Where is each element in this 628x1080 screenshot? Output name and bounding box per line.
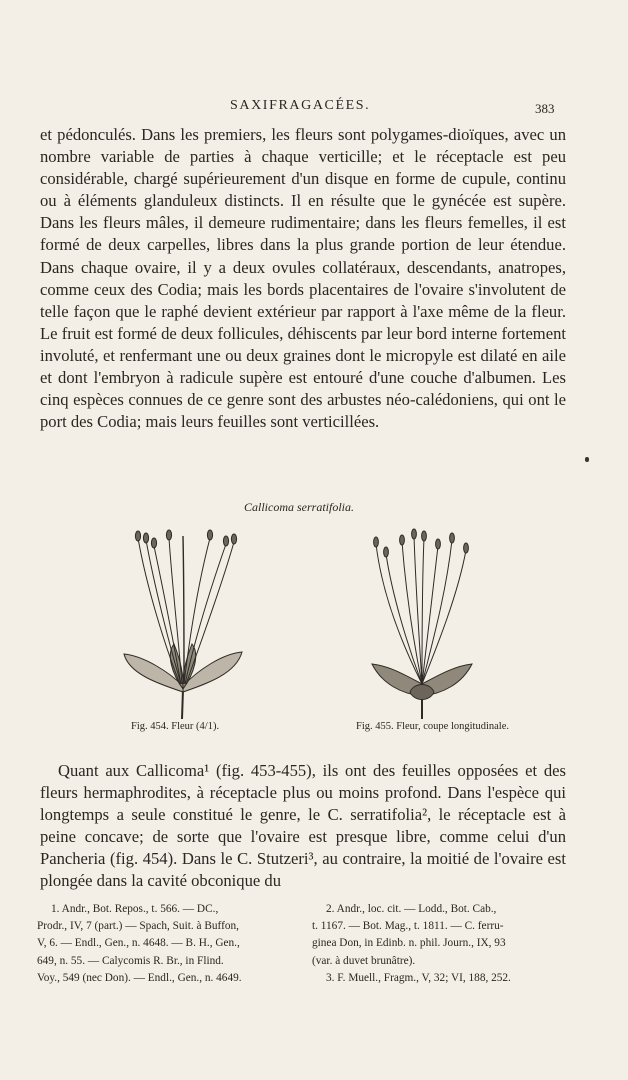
running-head: SAXIFRAGACÉES.	[230, 98, 371, 113]
paragraph-text: et pédonculés. Dans les premiers, les fleurs sont polygames-dioïques, avec un nombre variable de parties à chaque verticille; et le réceptacle est peu considérable, chargé supérieurement d'un disque en forme de cupule, continu ou à éléments glanduleux distincts. Il en résulte que le gynécée est supère. Dans les fleurs mâles, il demeure rudimentaire; dans les fleurs femelles, il est formé de deux carpelles, libres dans la plus grande portion de leur étendue. Dans chaque ovaire, il y a deux ovules collatéraux, descendants, anatropes, comme ceux des Codia; mais les bords placentaires de l'ovaire s'involutent de telle façon que le raphé devient extérieur par rapport à l'axe même de la fleur. Le fruit est formé de deux follicules, déhiscents par leur bord interne fortement involuté, et renfermant une ou deux graines dont le micropyle est dilaté en aile et dont l'embryon à radicule supère est entouré d'une couche d'albumen. Les cinq espèces connues de ce genre sont des arbustes néo-calédoniens, qui ont le port des Codia; mais leurs feuilles sont verticillées.	[40, 125, 566, 432]
footnote-line: Prodr., IV, 7 (part.) — Spach, Suit. à Buffon,	[37, 920, 239, 933]
footnote-line: t. 1167. — Bot. Mag., t. 1811. — C. ferru-	[312, 920, 504, 933]
figure-caption-455: Fig. 455. Fleur, coupe longitudinale.	[356, 721, 509, 732]
body-paragraph-2	[40, 760, 566, 893]
footnote-line: V, 6. — Endl., Gen., n. 4648. — B. H., Gen.,	[37, 937, 240, 950]
body-paragraph-1	[40, 124, 566, 433]
footnotes-left-column	[37, 901, 294, 987]
footnote-line: ginea Don, in Edinb. n. phil. Journ., IX, 93	[312, 937, 506, 950]
footnotes-right-column	[312, 901, 568, 987]
flower-illustration-fig-454	[114, 524, 254, 719]
figure-caption-454: Fig. 454. Fleur (4/1).	[131, 721, 220, 732]
page-number: 383	[535, 101, 555, 116]
footnote-line: 1. Andr., Bot. Repos., t. 566. — DC.,	[51, 903, 219, 915]
footnote-line: 2. Andr., loc. cit. — Lodd., Bot. Cab.,	[326, 903, 497, 915]
flower-section-illustration-fig-455	[362, 524, 480, 719]
footnote-line: Voy., 549 (nec Don). — Endl., Gen., n. 4649.	[37, 971, 242, 984]
footnote-line: (var. à duvet brunâtre).	[312, 954, 416, 967]
margin-mark	[585, 457, 589, 462]
footnote-line: 649, n. 55. — Calycomis R. Br., in Flind.	[37, 954, 224, 967]
paragraph-text: Quant aux Callicoma¹ (fig. 453-455), ils ont des feuilles opposées et des fleurs hermaphrodites, à réceptacle plus ou moins profond. Dans l'espèce qui longtemps a seule constitué le genre, le C. serratifolia², le réceptacle est à peine concave; de sorte que l'ovaire est presque libre, comme celui d'un Pancheria (fig. 454). Dans le C. Stutzeri³, au contraire, la moitié de l'ovaire est plongée dans la cavité obconique du	[40, 761, 566, 891]
footnote-line: 3. F. Muell., Fragm., V, 32; VI, 188, 252.	[326, 971, 511, 984]
figure-title: Callicoma serratifolia.	[244, 500, 355, 514]
